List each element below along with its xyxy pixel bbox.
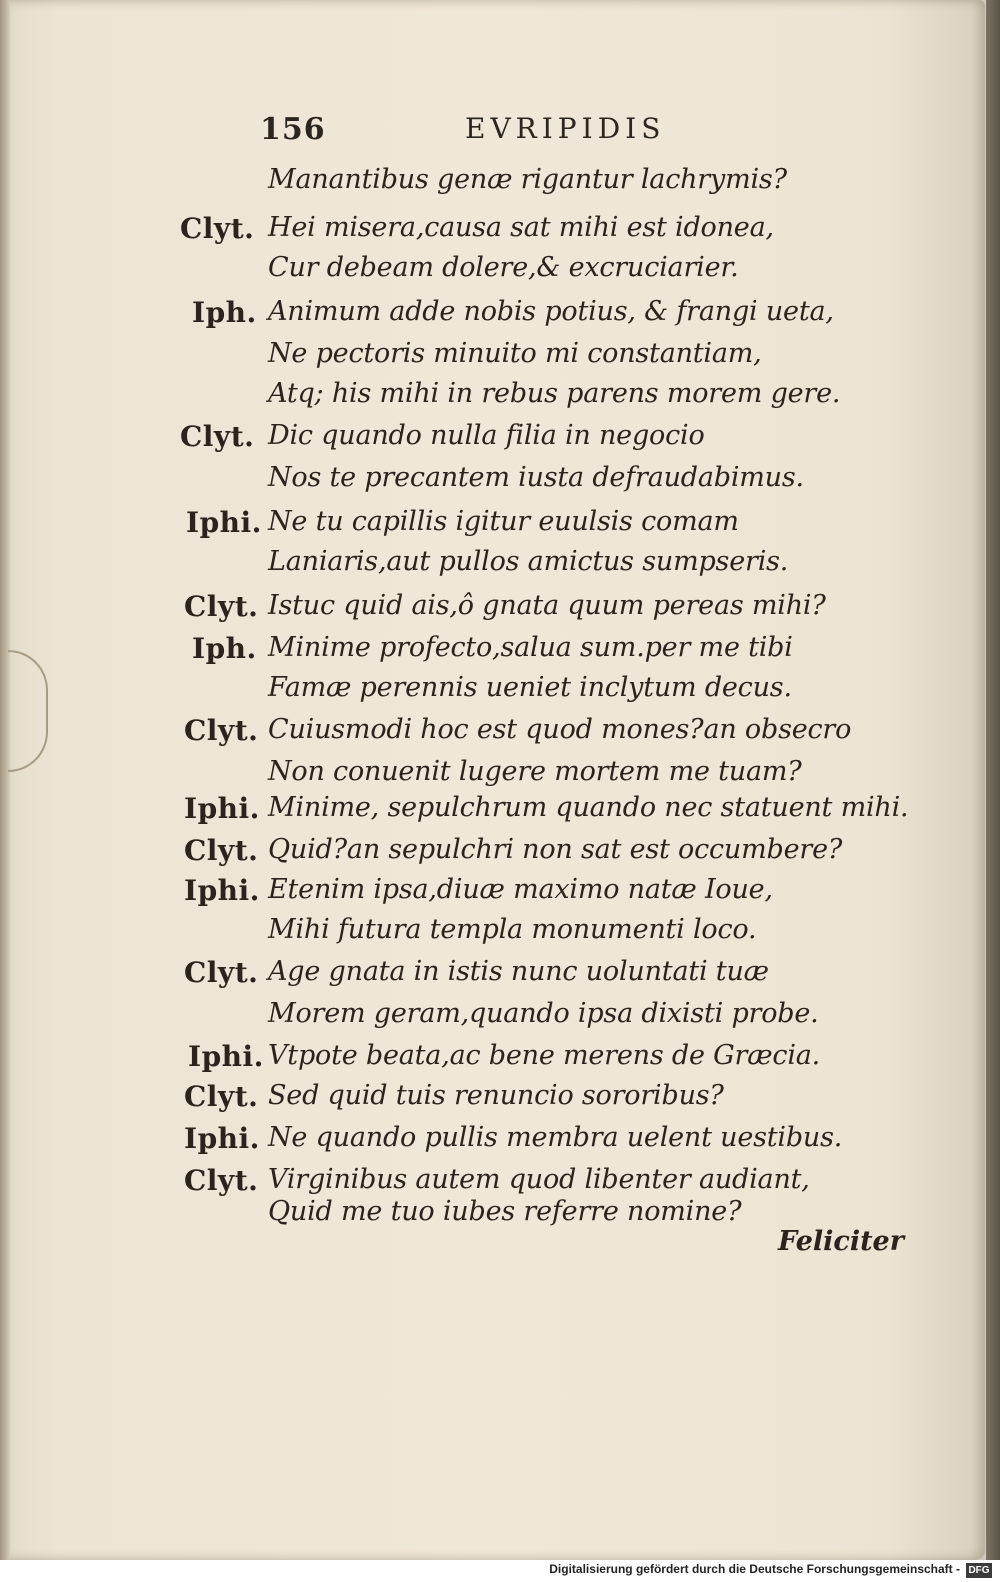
speaker-label: Clyt. xyxy=(184,1080,259,1113)
speaker-label: Iphi. xyxy=(188,1040,264,1073)
speaker-label: Clyt. xyxy=(184,590,259,623)
verse-line xyxy=(0,296,985,338)
verse-text: Quid me tuo iubes referre nomine? xyxy=(268,1196,742,1227)
verse-text: Nos te precantem iusta defraudabimus. xyxy=(268,462,804,493)
verse-text: Minime, sepulchrum quando nec statuent mihi. xyxy=(268,792,909,823)
verse-line xyxy=(0,672,985,714)
verse-text: Age gnata in istis nunc uoluntati tuæ xyxy=(268,956,769,987)
verse-line xyxy=(0,506,985,548)
verse-text: Minime profecto,salua sum.per me tibi xyxy=(268,632,793,663)
verse-text: Ne pectoris minuito mi constantiam, xyxy=(268,338,762,369)
verse-text: Dic quando nulla filia in negocio xyxy=(268,420,705,451)
verse-line xyxy=(0,212,985,254)
verse-text: Sed quid tuis renuncio sororibus? xyxy=(268,1080,724,1111)
speaker-label: Iph. xyxy=(192,296,257,329)
funding-notice: Digitalisierung gefördert durch die Deutsche Forschungsgemeinschaft - xyxy=(549,1562,960,1576)
footer-bar xyxy=(0,1560,1000,1582)
verse-line xyxy=(0,546,985,588)
speaker-label: Iphi. xyxy=(184,792,260,825)
verse-line xyxy=(0,252,985,294)
verse-text: Hei misera,causa sat mihi est idonea, xyxy=(268,212,774,243)
verse-line xyxy=(0,1040,985,1082)
verse-text: Quid?an sepulchri non sat est occumbere? xyxy=(268,834,843,865)
verse-line xyxy=(0,792,985,834)
verse-text: Vtpote beata,ac bene merens de Græcia. xyxy=(268,1040,821,1071)
verse-text: Mihi futura templa monumenti loco. xyxy=(268,914,757,945)
verse-text: Ne tu capillis igitur euulsis comam xyxy=(268,506,739,537)
verse-line xyxy=(0,378,985,420)
verse-text: Etenim ipsa,diuæ maximo natæ Ioue, xyxy=(268,874,773,905)
speaker-label: Clyt. xyxy=(184,714,259,747)
verse-text: Famæ perennis ueniet inclytum decus. xyxy=(268,672,792,703)
verse-line xyxy=(0,714,985,756)
verse-line xyxy=(0,590,985,632)
verse-line xyxy=(0,462,985,504)
verse-line xyxy=(0,1122,985,1164)
verse-text: Cur debeam dolere,& excruciarier. xyxy=(268,252,739,283)
running-head xyxy=(260,108,700,148)
verse-line xyxy=(0,874,985,916)
verse-text: Cuiusmodi hoc est quod mones?an obsecro xyxy=(268,714,852,745)
verse-line xyxy=(0,998,985,1040)
verse-line xyxy=(0,914,985,956)
catchword: Feliciter xyxy=(778,1226,904,1257)
verse-line xyxy=(0,1080,985,1122)
speaker-label: Clyt. xyxy=(180,212,255,245)
speaker-label: Clyt. xyxy=(184,1164,259,1197)
verse-line xyxy=(0,956,985,998)
verse-text: Non conuenit lugere mortem me tuam? xyxy=(268,756,802,787)
verse-line xyxy=(0,834,985,876)
speaker-label: Clyt. xyxy=(184,834,259,867)
speaker-label: Iphi. xyxy=(184,874,260,907)
verse-line xyxy=(0,632,985,674)
book-edge xyxy=(986,0,1000,1560)
verse-line xyxy=(0,338,985,380)
dfg-logo-icon: DFG xyxy=(966,1563,992,1578)
speaker-label: Iphi. xyxy=(184,1122,260,1155)
running-title: EVRIPIDIS xyxy=(465,112,666,145)
verse-line xyxy=(0,164,985,206)
verse-text: Atq; his mihi in rebus parens morem gere. xyxy=(268,378,841,409)
speaker-label: Iph. xyxy=(192,632,257,665)
verse-text: Virginibus autem quod libenter audiant, xyxy=(268,1164,810,1195)
speaker-label: Clyt. xyxy=(184,956,259,989)
verse-text: Animum adde nobis potius, & frangi ueta, xyxy=(268,296,834,327)
verse-text: Istuc quid ais,ô gnata quum pereas mihi? xyxy=(268,590,826,621)
verse-line xyxy=(0,420,985,462)
speaker-label: Iphi. xyxy=(186,506,262,539)
verse-text: Manantibus genæ rigantur lachrymis? xyxy=(268,164,787,195)
page-number: 156 xyxy=(260,112,326,147)
verse-text: Laniaris,aut pullos amictus sumpseris. xyxy=(268,546,789,577)
speaker-label: Clyt. xyxy=(180,420,255,453)
verse-text: Ne quando pullis membra uelent uestibus. xyxy=(268,1122,843,1153)
verse-text: Morem geram,quando ipsa dixisti probe. xyxy=(268,998,819,1029)
